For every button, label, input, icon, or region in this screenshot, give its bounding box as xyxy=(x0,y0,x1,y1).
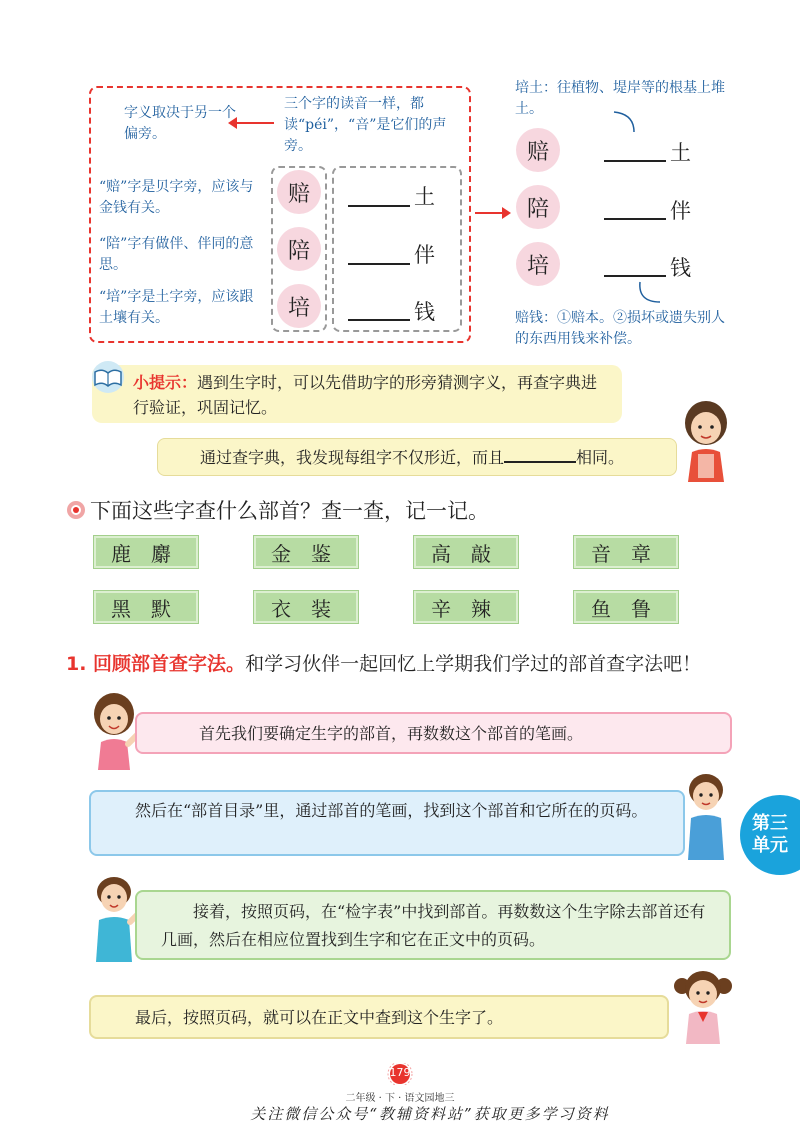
fill-blank-2[interactable] xyxy=(348,263,410,265)
char-circle-right-pei1: 赔 xyxy=(516,128,560,172)
open-book-icon xyxy=(88,360,128,394)
pointer-line-top xyxy=(612,110,642,136)
char-group-4: 音章 xyxy=(574,536,678,568)
tip-label: 小提示： xyxy=(133,373,198,392)
char-group-2: 金鉴 xyxy=(254,536,358,568)
course-caption: 二年级 · 下 · 语文园地三 xyxy=(345,1093,455,1104)
word-suffix-3: 钱 xyxy=(414,300,435,324)
tip-text xyxy=(133,370,613,420)
note-pei-company: “陪”字有做伴、伴同的意思。 xyxy=(99,236,254,273)
fill-blank-right-2[interactable] xyxy=(604,218,666,220)
char-group-3: 高敲 xyxy=(414,536,518,568)
section1-text: 和学习伙伴一起回忆上学期我们学过的部首查字法吧！ xyxy=(245,653,702,675)
word-suffix-right-3: 钱 xyxy=(670,256,691,280)
tip-body: 遇到生字时，可以先借助字的形旁猜测字义，再查字典进行验证，巩固记忆。 xyxy=(133,373,598,417)
fill-blank-right-3[interactable] xyxy=(604,275,666,277)
finding-text-before: 通过查字典，我发现每组字不仅形近，而且 xyxy=(200,448,505,467)
step3-bubble: 接着，按照页码，在“检字表”中找到部首。再数数这个生字除去部首还有几画，然后在相应位置找到生字和它在正文中的页码。 xyxy=(135,890,731,960)
char-group-6: 衣装 xyxy=(254,591,358,623)
word-suffix-right-2: 伴 xyxy=(670,199,691,223)
note-meaning: 字义取决于另一个偏旁。 xyxy=(124,105,236,142)
char-circle-pei3: 培 xyxy=(277,284,321,328)
boy-avatar-step2 xyxy=(680,770,732,860)
section1-line xyxy=(66,649,786,676)
unit-tab-line2: 单元 xyxy=(752,835,788,856)
word-suffix-right-1: 土 xyxy=(670,141,691,165)
pointer-line-bottom xyxy=(634,280,664,306)
section1-heading: 1. 回顾部首查字法。 xyxy=(66,653,246,675)
fill-blank-right-1[interactable] xyxy=(604,160,666,162)
note-pei-wealth: “赔”字是贝字旁，应该与金钱有关。 xyxy=(99,179,254,216)
task-title: 下面这些字查什么部首？查一查，记一记。 xyxy=(90,499,489,523)
girl-avatar-top xyxy=(676,396,736,482)
char-group-1: 鹿麝 xyxy=(94,536,198,568)
step2-bubble: 然后在“部首目录”里，通过部首的笔画，找到这个部首和它所在的页码。 xyxy=(89,790,685,856)
note-pei-soil: “培”字是土字旁，应该跟土壤有关。 xyxy=(99,289,254,326)
char-circle-pei2: 陪 xyxy=(277,227,321,271)
word-column-frame xyxy=(332,166,462,332)
char-circle-right-pei2: 陪 xyxy=(516,185,560,229)
page-number: 179 xyxy=(389,1066,411,1079)
finding-text-after: 相同。 xyxy=(576,448,625,467)
definition-peitu: 培土：往植物、堤岸等的根基上堆土。 xyxy=(515,80,725,117)
char-circle-right-pei3: 培 xyxy=(516,242,560,286)
unit-tab-line1: 第三 xyxy=(752,813,788,834)
char-circle-pei1: 赔 xyxy=(277,170,321,214)
girl-avatar-step4 xyxy=(672,966,734,1044)
char-group-7: 辛辣 xyxy=(414,591,518,623)
definition-peiqian: 赔钱：①赔本。②损坏或遗失别人的东西用钱来补偿。 xyxy=(515,310,725,347)
fill-blank-1[interactable] xyxy=(348,205,410,207)
word-suffix-1: 土 xyxy=(414,185,435,209)
footer-watermark: 关注微信公众号“教辅资料站”获取更多学习资料 xyxy=(250,1105,610,1123)
step1-bubble: 首先我们要确定生字的部首，再数数这个部首的笔画。 xyxy=(135,712,732,754)
fill-blank-3[interactable] xyxy=(348,319,410,321)
arrow-right-icon xyxy=(475,212,509,214)
finding-blank[interactable] xyxy=(504,443,576,463)
unit-side-tab xyxy=(740,795,800,875)
note-sound: 三个字的读音一样，都读“péi”，“咅”是它们的声旁。 xyxy=(284,96,447,154)
arrow-left-icon xyxy=(230,122,274,124)
step4-bubble: 最后，按照页码，就可以在正文中查到这个生字了。 xyxy=(89,995,669,1039)
char-group-5: 黑默 xyxy=(94,591,198,623)
finding-bubble xyxy=(157,438,677,476)
word-suffix-2: 伴 xyxy=(414,243,435,267)
char-group-8: 鱼鲁 xyxy=(574,591,678,623)
task-marker-icon xyxy=(66,500,86,520)
